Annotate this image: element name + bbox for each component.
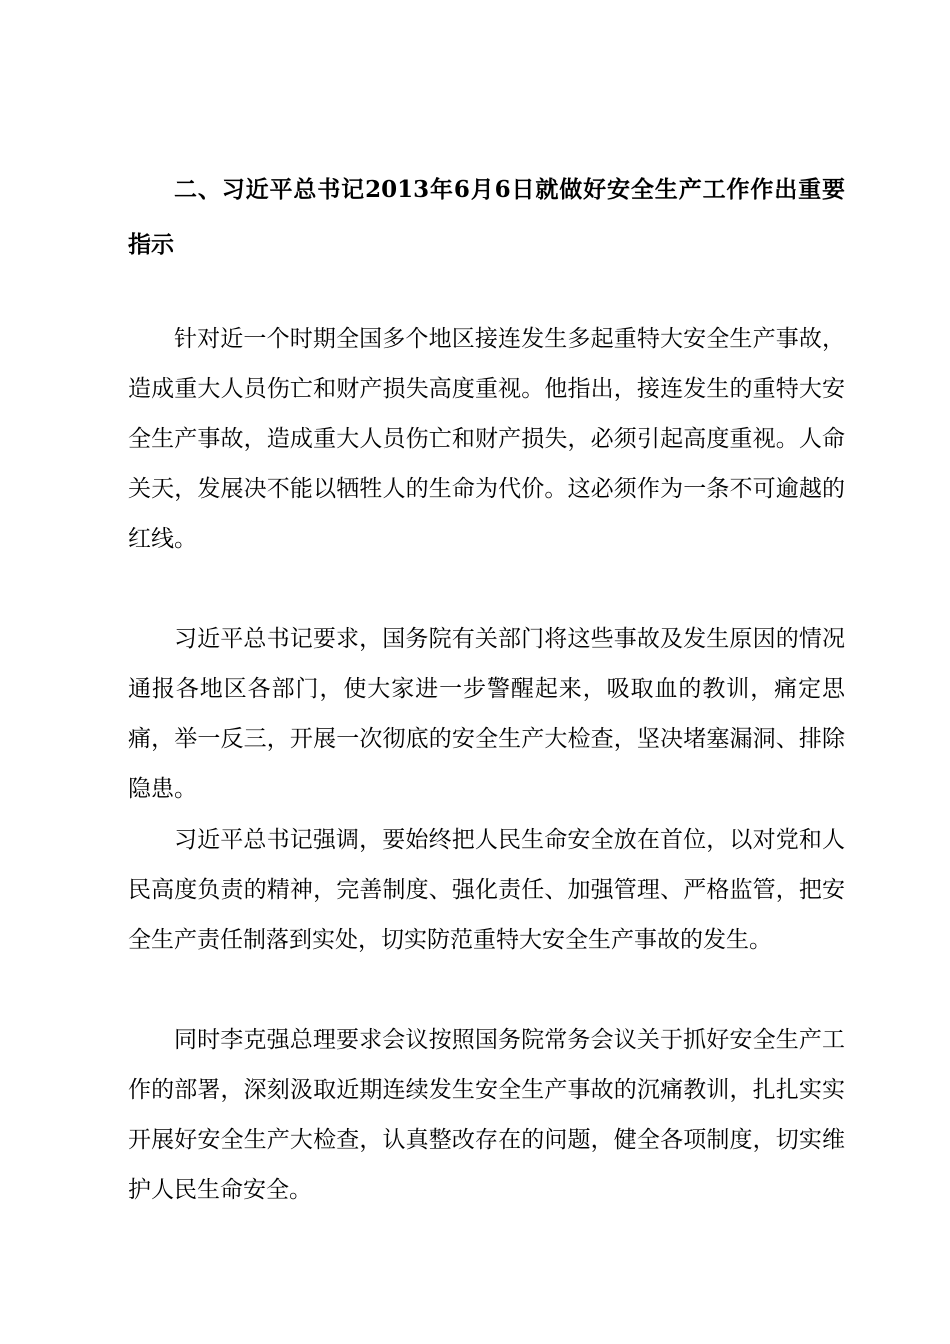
paragraph-2: 习近平总书记要求，国务院有关部门将这些事故及发生原因的情况通报各地区各部门，使大家进一步警醒起来，吸取血的教训，痛定思痛，举一反三，开展一次彻底的安全生产大检查，坚决堵塞漏洞、排除隐患。 — [128, 626, 845, 802]
section-heading: 二、习近平总书记2013年6月6日就做好安全生产工作作出重要指示 — [128, 176, 845, 258]
paragraph-1: 针对近一个时期全国多个地区接连发生多起重特大安全生产事故，造成重大人员伤亡和财产损失高度重视。他指出，接连发生的重特大安全生产事故，造成重大人员伤亡和财产损失，必须引起高度重视。人命关天，发展决不能以牺牲人的生命为代价。这必须作为一条不可逾越的红线。 — [128, 326, 845, 552]
paragraph-3: 习近平总书记强调，要始终把人民生命安全放在首位，以对党和人民高度负责的精神，完善制度、强化责任、加强管理、严格监管，把安全生产责任制落到实处，切实防范重特大安全生产事故的发生。 — [128, 827, 845, 953]
paragraph-4: 同时李克强总理要求会议按照国务院常务会议关于抓好安全生产工作的部署，深刻汲取近期连续发生安全生产事故的沉痛教训，扎扎实实开展好安全生产大检查，认真整改存在的问题，健全各项制度，切实维护人民生命安全。 — [128, 1027, 845, 1203]
